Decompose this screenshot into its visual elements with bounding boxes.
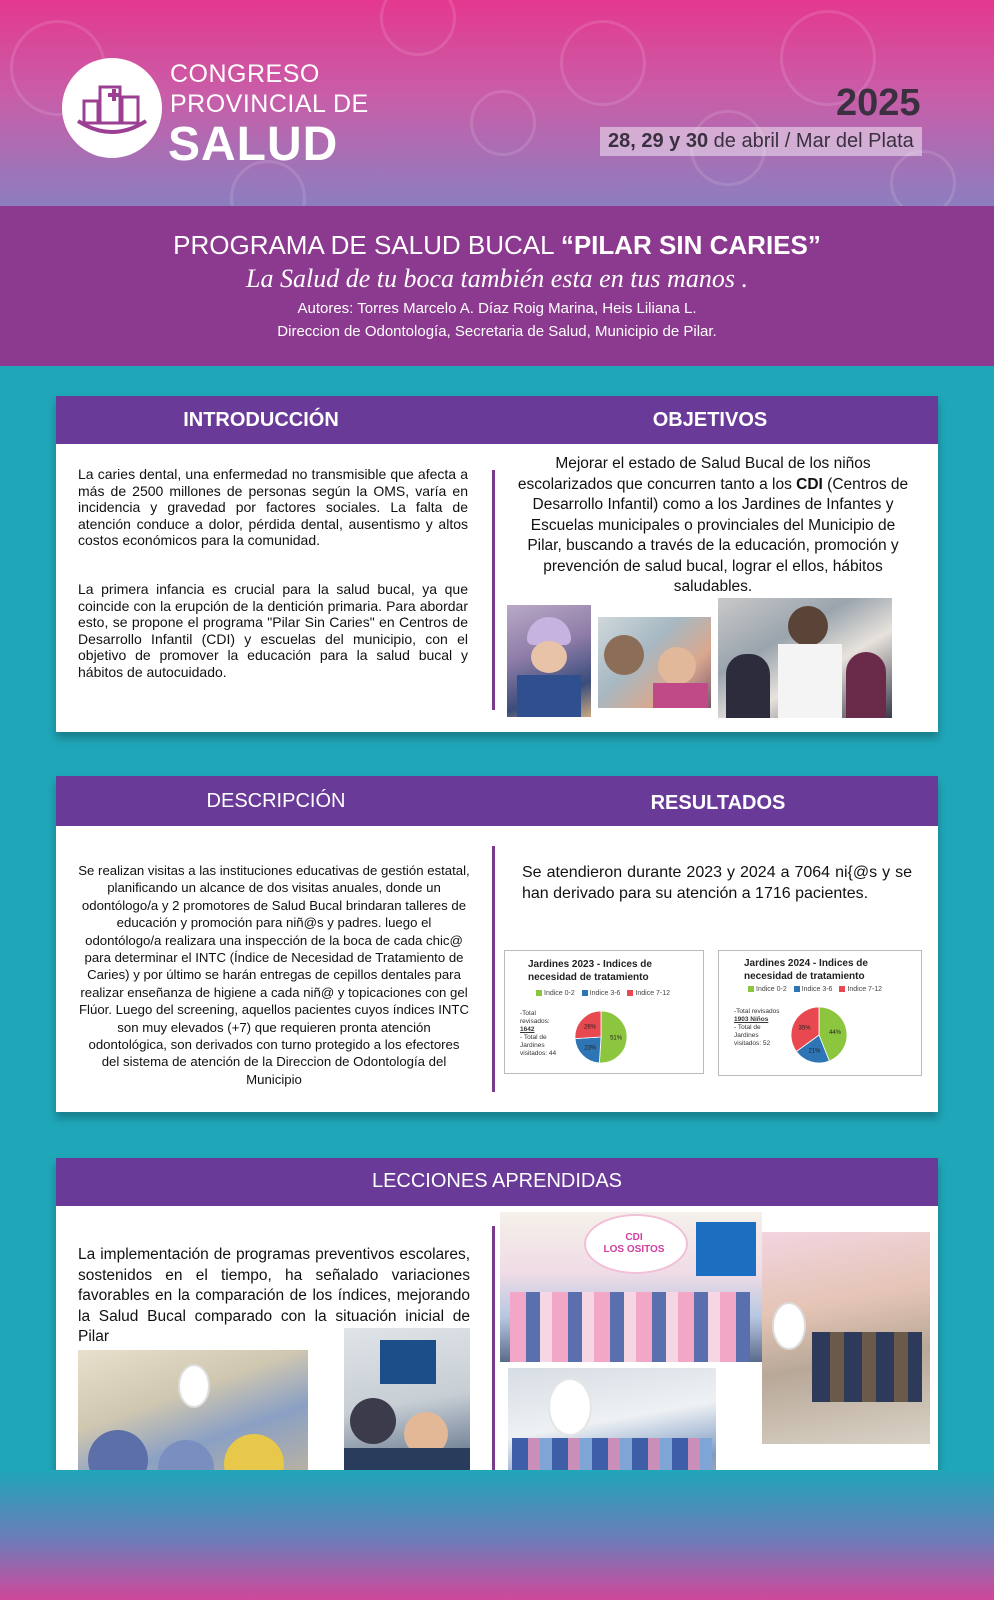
objectives-text-b: (Centros de Desarrollo Infantil) como a los Jardines de Infantes y Escuelas municipales o provinciales del Municipio de Pilar, buscando a través de la educación, promoción y prevención de salud bucal, lograr el ellos, hábitos saludables. (527, 475, 909, 595)
side-line: visitados: 44 (520, 1050, 557, 1057)
cdi-sign-line1: CDI (625, 1232, 643, 1243)
city-health-icon (72, 73, 152, 143)
logo-line-1: CONGRESO (170, 60, 320, 88)
chart-2023-title: Jardines 2023 - Indices de necesidad de tratamiento (528, 959, 652, 983)
chart-2024-legend (748, 986, 887, 993)
legend-item (839, 986, 882, 993)
objectives-text-a: Mejorar el estado de Salud Bucal de los niños escolarizados que concurren tanto a los (517, 455, 871, 493)
objectives-heading: OBJETIVOS (652, 409, 768, 431)
pie-slice-label: 35% (798, 1025, 811, 1032)
side-line: Jardines (734, 1032, 759, 1039)
chart-2024-side-text (734, 1008, 790, 1048)
intro-heading: INTRODUCCIÓN (183, 409, 339, 431)
pie-slice-label: 26% (583, 1024, 597, 1031)
title-plain: PROGRAMA DE SALUD BUCAL (173, 230, 561, 260)
side-line: Jardines (520, 1042, 545, 1049)
congress-dates (600, 127, 922, 156)
side-line: revisados: (520, 1018, 550, 1025)
congress-logo (62, 58, 162, 158)
legend-label: Indice 7-12 (847, 986, 883, 993)
description-text: Se realizan visitas a las instituciones educativas de gestión estatal, planificando un alcance de dos visitas anuales, donde un odontólogo/a y 2 promotores de Salud Bucal brindaran talleres de educación y promoción para niñ@s y padres. luego el odontólogo/a realizara una inspección de la boca de cada chic@ para determinar el INTC (Índice de Necesidad de Tratamiento de Caries) y por último se harán entregas de cepillos dentales para realizar enseñanza de higiene a cada niñ@ y topicaciones con gel Flúor. Luego del screening, aquellos pacientes cuyos índices INTC son muy elevados (+7) que requieren pronta atención odontológica, son derivados con turno protegido a los efectores del sistema de atención de la Direccion de Odontología del Municipio (78, 863, 470, 1087)
chart-2023-side-text (520, 1010, 570, 1058)
column-divider (492, 470, 495, 710)
chart-2023-legend (536, 990, 675, 997)
column-divider-2 (492, 846, 495, 1092)
legend-label: Indice 3-6 (589, 990, 621, 997)
congress-year: 2025 (836, 82, 921, 124)
objectives-cdi: CDI (796, 475, 823, 493)
poster-title (0, 230, 994, 261)
legend-item (582, 990, 621, 997)
legend-label: Indice 7-12 (635, 990, 671, 997)
photo-child-toothbrush (507, 605, 591, 717)
side-line: - Total de (734, 1024, 761, 1031)
logo-line-3: SALUD (168, 118, 339, 171)
affiliation: Direccion de Odontología, Secretaria de Salud, Municipio de Pilar. (277, 323, 717, 340)
logo-line-2: PROVINCIAL DE (170, 90, 369, 118)
pie-slice-label: 21% (808, 1048, 821, 1055)
results-text: Se atendieron durante 2023 y 2024 a 7064 ni{@s y se han derivado para su atención a 1716 pacientes. (522, 864, 912, 902)
side-line: 1642 (520, 1026, 535, 1033)
cdi-sign-line2: LOS OSITOS (603, 1244, 665, 1255)
chart-2024-title: Jardines 2024 - Indices de necesidad de tratamiento (744, 958, 868, 982)
intro-paragraph-2: La primera infancia es crucial para la salud bucal, ya que coincide con la erupción de la dentición primaria. Para abordar esto, se propone el programa "Pilar Sin Caries" en Centros de Desarrollo Infantil (CDI) y escuelas del municipio, con el objetivo de promover la educación para la salud bucal y hábitos de autocuidado. (78, 581, 468, 680)
chart-2023-pie (574, 1010, 628, 1064)
lessons-heading: LECCIONES APRENDIDAS (371, 1170, 623, 1192)
pie-slice-label: 51% (610, 1035, 623, 1042)
photo-oral-exam (598, 617, 711, 708)
dates-days: 28, 29 y 30 (608, 130, 709, 152)
legend-item (748, 986, 787, 993)
photo-cdi-group (500, 1212, 762, 1362)
title-bold: “PILAR SIN CARIES” (560, 230, 821, 260)
legend-item (627, 990, 670, 997)
lessons-text: La implementación de programas preventivos escolares, sostenidos en el tiempo, ha señalado variaciones favorables en la comparación de los índices, mejorando la Salud Bucal comparado con la situación inicial de Pilar (78, 1246, 470, 1345)
dates-place: de abril / Mar del Plata (708, 130, 914, 152)
side-line: - Total de (520, 1034, 547, 1041)
pie-slice-label: 23% (584, 1045, 597, 1052)
legend-label: Indice 3-6 (801, 986, 833, 993)
photo-dentist-with-children (718, 598, 892, 718)
description-heading: DESCRIPCIÓN (206, 790, 346, 812)
footer-gradient (0, 1470, 994, 1600)
objectives-text (514, 454, 912, 598)
side-line: 1903 Niños (734, 1016, 769, 1023)
cdi-sign (584, 1232, 684, 1256)
chart-2024-pie (790, 1006, 848, 1064)
legend-item (794, 986, 833, 993)
poster-subtitle: La Salud de tu boca también esta en tus manos . (246, 264, 748, 293)
authors: Autores: Torres Marcelo A. Díaz Roig Marina, Heis Liliana L. (297, 300, 697, 317)
photo-classroom-mascot (762, 1232, 930, 1444)
side-line: -Total (520, 1010, 536, 1017)
column-divider-3 (492, 1226, 495, 1476)
legend-item (536, 990, 575, 997)
legend-label: Indice 0-2 (544, 990, 575, 997)
side-line: -Total revisados (734, 1008, 780, 1015)
results-heading: RESULTADOS (650, 792, 786, 814)
pie-slice-label: 44% (828, 1029, 841, 1036)
intro-paragraph-1: La caries dental, una enfermedad no transmisible que afecta a más de 2500 millones de personas según la OMS, varía en incidencia y gravedad por factores sociales. La falta de atención conduce a dolor, pérdida dental, ausentismo y altos costos económicos para la comunidad. (78, 466, 468, 548)
legend-label: Indice 0-2 (756, 986, 787, 993)
side-line: visitados: 52 (734, 1040, 771, 1047)
